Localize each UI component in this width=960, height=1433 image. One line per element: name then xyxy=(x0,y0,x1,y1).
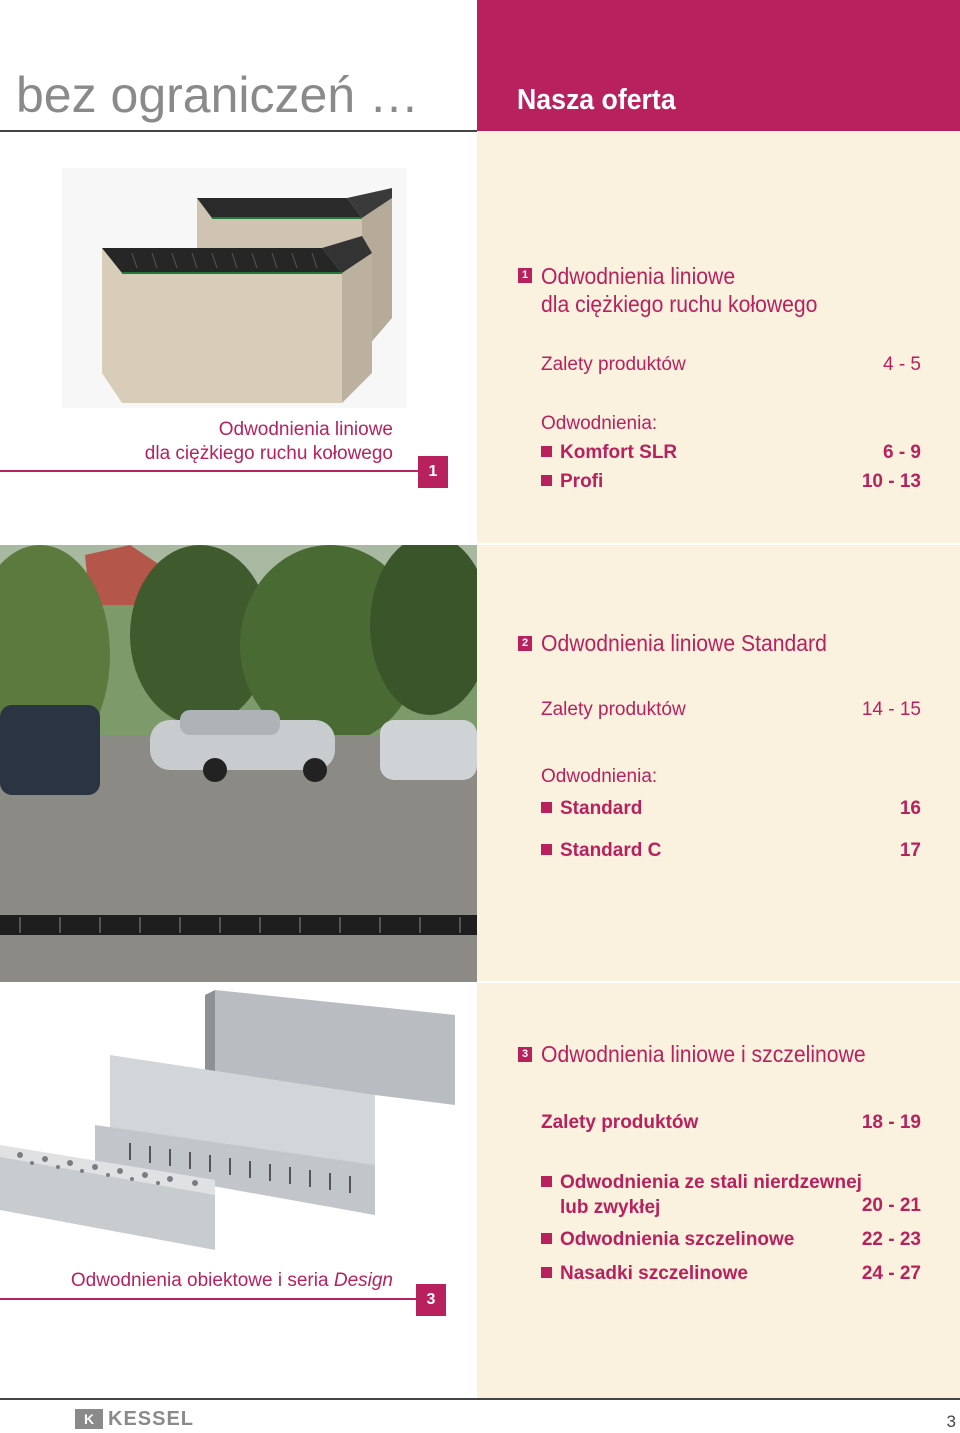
zalety-pages: 4 - 5 xyxy=(882,354,921,375)
toc-item-nasadki[interactable] xyxy=(541,1263,921,1287)
page-number: 3 xyxy=(946,1412,956,1431)
section-1-title-line2: dla ciężkiego ruchu kołowego xyxy=(541,291,818,317)
section-1-caption-line1: Odwodnienia liniowe xyxy=(218,419,393,440)
section-2-number: 2 xyxy=(518,636,532,651)
section-1-number: 1 xyxy=(518,268,532,283)
toc-item-standard-c[interactable] xyxy=(541,840,921,864)
section-2-title: Odwodnienia liniowe Standard xyxy=(541,630,827,656)
section-3-caption xyxy=(40,1269,393,1293)
odwodnienia-label: Odwodnienia: xyxy=(541,413,658,434)
section-2-zalety-row[interactable] xyxy=(541,699,921,723)
bullet-square-icon xyxy=(541,802,552,813)
toc-item-label-line1: Odwodnienia ze stali nierdzewnej xyxy=(560,1172,862,1193)
toc-item-komfort-slr[interactable] xyxy=(541,442,921,466)
bullet-square-icon xyxy=(541,1267,552,1278)
page-title: bez ograniczeń … xyxy=(16,67,420,123)
toc-item-pages: 10 - 13 xyxy=(861,471,921,492)
toc-item-pages: 16 xyxy=(899,798,921,819)
kessel-logo-mark: K xyxy=(75,1409,103,1429)
toc-item-pages: 20 - 21 xyxy=(861,1195,921,1216)
section-1-caption-rule xyxy=(0,470,418,472)
section-divider xyxy=(477,981,960,983)
bullet-square-icon xyxy=(541,844,552,855)
product-image-metal-channels xyxy=(0,985,477,1255)
zalety-label: Zalety produktów xyxy=(541,1112,699,1133)
bullet-square-icon xyxy=(541,446,552,457)
section-3-zalety-row[interactable] xyxy=(541,1112,921,1136)
zalety-label: Zalety produktów xyxy=(541,354,686,375)
toc-item-label: Odwodnienia szczelinowe xyxy=(560,1229,795,1250)
section-1-number-badge: 1 xyxy=(418,456,448,488)
section-3-number-badge: 3 xyxy=(416,1284,446,1316)
section-3-caption-rule xyxy=(0,1298,418,1300)
toc-item-label: Nasadki szczelinowe xyxy=(560,1263,748,1284)
bullet-square-icon xyxy=(541,475,552,486)
bullet-square-icon xyxy=(541,1233,552,1244)
kessel-logo-text: KESSEL xyxy=(108,1408,195,1430)
header-rule xyxy=(0,130,477,132)
zalety-pages: 14 - 15 xyxy=(861,699,921,720)
photo-parking-lot xyxy=(0,545,477,982)
toc-item-label: Profi xyxy=(560,471,604,492)
section-1-odw-label-row xyxy=(541,413,921,437)
section-1-title xyxy=(541,262,817,318)
product-image-heavy-channels xyxy=(62,168,407,408)
toc-item-pages: 17 xyxy=(899,840,921,861)
toc-item-label: Komfort SLR xyxy=(560,442,678,463)
section-1-zalety-row[interactable] xyxy=(541,354,921,378)
toc-item-pages: 24 - 27 xyxy=(861,1263,921,1284)
section-2-odw-label-row xyxy=(541,766,921,790)
section-divider xyxy=(477,543,960,545)
toc-item-label: Standard C xyxy=(560,840,662,861)
section-1-caption xyxy=(100,418,393,466)
zalety-pages: 18 - 19 xyxy=(861,1112,921,1133)
toc-item-pages: 22 - 23 xyxy=(861,1229,921,1250)
section-3-caption-text: Odwodnienia obiektowe i seria xyxy=(70,1270,334,1291)
section-1-title-line1: Odwodnienia liniowe xyxy=(541,263,736,289)
section-3-title: Odwodnienia liniowe i szczelinowe xyxy=(541,1041,866,1067)
toc-item-szczelinowe[interactable] xyxy=(541,1229,921,1253)
toc-item-label: Standard xyxy=(560,798,643,819)
bullet-square-icon xyxy=(541,1176,552,1187)
toc-item-standard[interactable] xyxy=(541,798,921,822)
zalety-label: Zalety produktów xyxy=(541,699,686,720)
section-1-caption-line2: dla ciężkiego ruchu kołowego xyxy=(144,443,393,464)
toc-item-profi[interactable] xyxy=(541,471,921,495)
section-3-number: 3 xyxy=(518,1047,532,1062)
offer-heading: Nasza oferta xyxy=(517,84,676,116)
toc-item-stal-nierdzewna[interactable] xyxy=(541,1170,921,1220)
section-3-caption-design: Design xyxy=(333,1270,393,1291)
toc-item-label-line2: lub zwykłej xyxy=(560,1197,661,1218)
odwodnienia-label: Odwodnienia: xyxy=(541,766,658,787)
toc-item-pages: 6 - 9 xyxy=(882,442,921,463)
footer-rule xyxy=(0,1398,960,1400)
